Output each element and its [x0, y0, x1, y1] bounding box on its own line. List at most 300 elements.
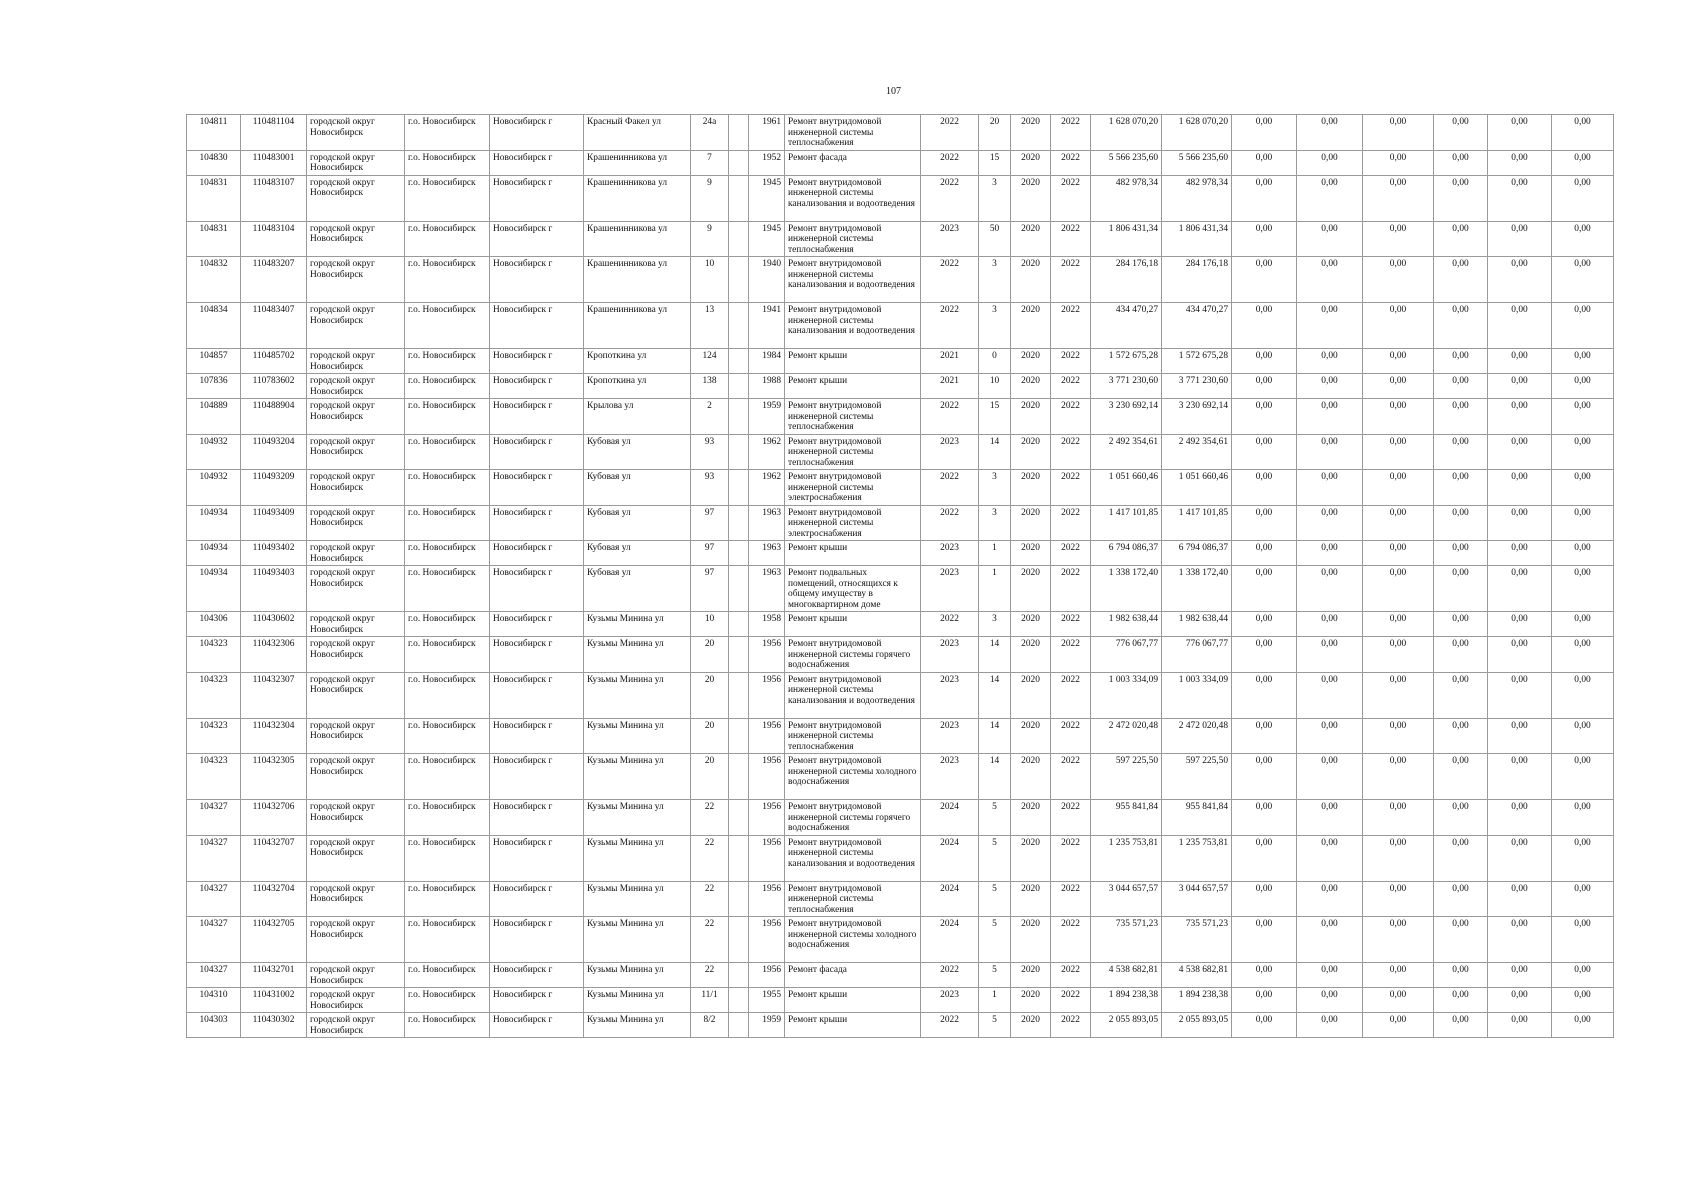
cell-year-built: 1955	[749, 988, 785, 1013]
cell-district: г.о. Новосибирск	[405, 988, 490, 1013]
cell-locality: Новосибирск г	[490, 637, 584, 673]
cell-total-cost: 4 538 682,81	[1091, 963, 1162, 988]
cell-work-type: Ремонт внутридомовой инженерной системы холодного водоснабжения	[785, 917, 921, 963]
cell-wear-percent: 14	[979, 718, 1011, 754]
cell-cost-owners: 0,00	[1434, 881, 1488, 917]
cell-cost-other: 0,00	[1488, 470, 1552, 506]
cell-cost-fund: 2 055 893,05	[1162, 1013, 1232, 1038]
cell-total-cost: 482 978,34	[1091, 175, 1162, 221]
cell-cost-federal: 0,00	[1232, 470, 1297, 506]
table-body	[187, 115, 1614, 1038]
cell-locality: Новосибирск г	[490, 917, 584, 963]
cell-cost-fund: 5 566 235,60	[1162, 150, 1232, 175]
cell-cost-local: 0,00	[1363, 800, 1434, 836]
cell-district: г.о. Новосибирск	[405, 917, 490, 963]
cell-building	[729, 221, 749, 257]
cell-period-end: 2022	[1051, 672, 1091, 718]
cell-work-type: Ремонт крыши	[785, 349, 921, 374]
cell-locality: Новосибирск г	[490, 672, 584, 718]
cell-period-end: 2022	[1051, 349, 1091, 374]
cell-cost-owners: 0,00	[1434, 150, 1488, 175]
cell-house-id: 104832	[187, 257, 241, 303]
cell-cost-fund: 434 470,27	[1162, 303, 1232, 349]
cell-locality: Новосибирск г	[490, 505, 584, 541]
cell-cost-federal: 0,00	[1232, 374, 1297, 399]
cell-district: г.о. Новосибирск	[405, 800, 490, 836]
cell-wear-percent: 14	[979, 754, 1011, 800]
cell-cost-owners: 0,00	[1434, 612, 1488, 637]
cell-wear-percent: 3	[979, 175, 1011, 221]
cell-street: Кропоткина ул	[584, 349, 691, 374]
cell-wear-percent: 1	[979, 566, 1011, 612]
cell-wear-percent: 3	[979, 470, 1011, 506]
cell-municipality: городской округ Новосибирск	[307, 115, 405, 151]
cell-total-cost: 1 894 238,38	[1091, 988, 1162, 1013]
cell-house-number: 24а	[691, 115, 729, 151]
cell-total-cost: 1 982 638,44	[1091, 612, 1162, 637]
cell-cost-fund: 735 571,23	[1162, 917, 1232, 963]
cell-planned-year: 2023	[921, 221, 979, 257]
table-row	[187, 349, 1614, 374]
cell-cost-extra: 0,00	[1552, 541, 1614, 566]
cell-cost-fund: 955 841,84	[1162, 800, 1232, 836]
cell-period-end: 2022	[1051, 612, 1091, 637]
cell-year-built: 1959	[749, 1013, 785, 1038]
cell-locality: Новосибирск г	[490, 988, 584, 1013]
cell-building	[729, 754, 749, 800]
table-row	[187, 115, 1614, 151]
cell-house-id: 104934	[187, 541, 241, 566]
cell-period-start: 2020	[1011, 612, 1051, 637]
table-row	[187, 1013, 1614, 1038]
cell-period-end: 2022	[1051, 115, 1091, 151]
cell-planned-year: 2021	[921, 349, 979, 374]
table-row	[187, 399, 1614, 435]
cell-cost-owners: 0,00	[1434, 374, 1488, 399]
cell-planned-year: 2024	[921, 881, 979, 917]
cell-municipality: городской округ Новосибирск	[307, 470, 405, 506]
cell-period-start: 2020	[1011, 963, 1051, 988]
cell-cost-regional: 0,00	[1297, 1013, 1363, 1038]
cell-house-number: 93	[691, 470, 729, 506]
cell-house-number: 10	[691, 612, 729, 637]
cell-district: г.о. Новосибирск	[405, 434, 490, 470]
cell-year-built: 1988	[749, 374, 785, 399]
cell-cost-federal: 0,00	[1232, 175, 1297, 221]
cell-district: г.о. Новосибирск	[405, 505, 490, 541]
cell-locality: Новосибирск г	[490, 1013, 584, 1038]
cell-work-type: Ремонт внутридомовой инженерной системы канализования и водоотведения	[785, 257, 921, 303]
cell-cost-extra: 0,00	[1552, 303, 1614, 349]
cell-locality: Новосибирск г	[490, 399, 584, 435]
cell-planned-year: 2023	[921, 637, 979, 673]
cell-cost-regional: 0,00	[1297, 612, 1363, 637]
cell-wear-percent: 14	[979, 434, 1011, 470]
cell-period-start: 2020	[1011, 221, 1051, 257]
cell-cost-regional: 0,00	[1297, 470, 1363, 506]
cell-street: Кузьмы Минина ул	[584, 800, 691, 836]
cell-house-number: 138	[691, 374, 729, 399]
table-row	[187, 303, 1614, 349]
page-number: 107	[886, 86, 901, 97]
cell-planned-year: 2021	[921, 374, 979, 399]
cell-cost-federal: 0,00	[1232, 115, 1297, 151]
cell-cost-regional: 0,00	[1297, 988, 1363, 1013]
cell-municipality: городской округ Новосибирск	[307, 1013, 405, 1038]
cell-planned-year: 2023	[921, 718, 979, 754]
table-row	[187, 505, 1614, 541]
cell-house-id: 104834	[187, 303, 241, 349]
cell-cost-regional: 0,00	[1297, 917, 1363, 963]
cell-cost-local: 0,00	[1363, 257, 1434, 303]
cell-municipality: городской округ Новосибирск	[307, 541, 405, 566]
cell-street: Кузьмы Минина ул	[584, 963, 691, 988]
cell-cost-local: 0,00	[1363, 718, 1434, 754]
cell-cost-owners: 0,00	[1434, 718, 1488, 754]
cell-work-type: Ремонт крыши	[785, 1013, 921, 1038]
cell-work-type: Ремонт внутридомовой инженерной системы канализования и водоотведения	[785, 303, 921, 349]
cell-cost-other: 0,00	[1488, 754, 1552, 800]
cell-cost-federal: 0,00	[1232, 221, 1297, 257]
cell-locality: Новосибирск г	[490, 800, 584, 836]
cell-wear-percent: 3	[979, 303, 1011, 349]
cell-period-end: 2022	[1051, 566, 1091, 612]
cell-wear-percent: 50	[979, 221, 1011, 257]
cell-wear-percent: 5	[979, 835, 1011, 881]
cell-period-end: 2022	[1051, 988, 1091, 1013]
cell-cost-fund: 3 044 657,57	[1162, 881, 1232, 917]
cell-municipality: городской округ Новосибирск	[307, 349, 405, 374]
cell-house-id: 104831	[187, 175, 241, 221]
cell-planned-year: 2022	[921, 115, 979, 151]
cell-work-type: Ремонт внутридомовой инженерной системы канализования и водоотведения	[785, 175, 921, 221]
cell-total-cost: 5 566 235,60	[1091, 150, 1162, 175]
cell-wear-percent: 15	[979, 399, 1011, 435]
cell-cost-owners: 0,00	[1434, 221, 1488, 257]
cell-record-id: 110493209	[241, 470, 307, 506]
cell-cost-fund: 776 067,77	[1162, 637, 1232, 673]
cell-building	[729, 637, 749, 673]
cell-cost-local: 0,00	[1363, 835, 1434, 881]
cell-building	[729, 800, 749, 836]
cell-locality: Новосибирск г	[490, 612, 584, 637]
cell-cost-federal: 0,00	[1232, 988, 1297, 1013]
table-row	[187, 672, 1614, 718]
cell-building	[729, 505, 749, 541]
cell-work-type: Ремонт внутридомовой инженерной системы электроснабжения	[785, 470, 921, 506]
cell-street: Кубовая ул	[584, 566, 691, 612]
cell-cost-fund: 1 051 660,46	[1162, 470, 1232, 506]
cell-municipality: городской округ Новосибирск	[307, 835, 405, 881]
table-row	[187, 612, 1614, 637]
cell-period-start: 2020	[1011, 374, 1051, 399]
cell-total-cost: 776 067,77	[1091, 637, 1162, 673]
cell-locality: Новосибирск г	[490, 754, 584, 800]
cell-district: г.о. Новосибирск	[405, 303, 490, 349]
cell-work-type: Ремонт крыши	[785, 988, 921, 1013]
cell-cost-federal: 0,00	[1232, 754, 1297, 800]
cell-district: г.о. Новосибирск	[405, 470, 490, 506]
cell-locality: Новосибирск г	[490, 303, 584, 349]
cell-work-type: Ремонт внутридомовой инженерной системы электроснабжения	[785, 505, 921, 541]
cell-cost-federal: 0,00	[1232, 399, 1297, 435]
cell-year-built: 1956	[749, 835, 785, 881]
cell-house-number: 9	[691, 175, 729, 221]
cell-cost-extra: 0,00	[1552, 115, 1614, 151]
cell-year-built: 1956	[749, 963, 785, 988]
cell-cost-federal: 0,00	[1232, 637, 1297, 673]
cell-cost-federal: 0,00	[1232, 303, 1297, 349]
cell-wear-percent: 5	[979, 1013, 1011, 1038]
table-row	[187, 150, 1614, 175]
cell-cost-fund: 4 538 682,81	[1162, 963, 1232, 988]
cell-cost-fund: 1 338 172,40	[1162, 566, 1232, 612]
cell-house-id: 104932	[187, 470, 241, 506]
cell-house-number: 97	[691, 541, 729, 566]
cell-house-number: 124	[691, 349, 729, 374]
cell-street: Кропоткина ул	[584, 374, 691, 399]
cell-district: г.о. Новосибирск	[405, 221, 490, 257]
cell-period-start: 2020	[1011, 505, 1051, 541]
cell-building	[729, 672, 749, 718]
cell-cost-local: 0,00	[1363, 150, 1434, 175]
cell-planned-year: 2023	[921, 434, 979, 470]
cell-street: Кузьмы Минина ул	[584, 1013, 691, 1038]
cell-record-id: 110432305	[241, 754, 307, 800]
cell-cost-other: 0,00	[1488, 221, 1552, 257]
cell-year-built: 1945	[749, 221, 785, 257]
cell-district: г.о. Новосибирск	[405, 541, 490, 566]
cell-municipality: городской округ Новосибирск	[307, 672, 405, 718]
cell-record-id: 110432707	[241, 835, 307, 881]
cell-total-cost: 1 235 753,81	[1091, 835, 1162, 881]
cell-cost-owners: 0,00	[1434, 541, 1488, 566]
cell-municipality: городской округ Новосибирск	[307, 303, 405, 349]
cell-period-start: 2020	[1011, 800, 1051, 836]
cell-cost-other: 0,00	[1488, 718, 1552, 754]
cell-work-type: Ремонт крыши	[785, 374, 921, 399]
cell-cost-fund: 1 628 070,20	[1162, 115, 1232, 151]
cell-cost-extra: 0,00	[1552, 1013, 1614, 1038]
cell-cost-fund: 2 492 354,61	[1162, 434, 1232, 470]
cell-total-cost: 1 003 334,09	[1091, 672, 1162, 718]
cell-house-id: 104857	[187, 349, 241, 374]
cell-cost-extra: 0,00	[1552, 257, 1614, 303]
cell-period-end: 2022	[1051, 835, 1091, 881]
cell-period-start: 2020	[1011, 541, 1051, 566]
table-row	[187, 221, 1614, 257]
cell-record-id: 110485702	[241, 349, 307, 374]
cell-cost-regional: 0,00	[1297, 257, 1363, 303]
cell-district: г.о. Новосибирск	[405, 672, 490, 718]
cell-cost-owners: 0,00	[1434, 800, 1488, 836]
cell-record-id: 110483207	[241, 257, 307, 303]
cell-house-id: 104323	[187, 637, 241, 673]
cell-district: г.о. Новосибирск	[405, 718, 490, 754]
cell-district: г.о. Новосибирск	[405, 115, 490, 151]
cell-municipality: городской округ Новосибирск	[307, 881, 405, 917]
cell-district: г.о. Новосибирск	[405, 835, 490, 881]
cell-work-type: Ремонт внутридомовой инженерной системы горячего водоснабжения	[785, 800, 921, 836]
cell-house-number: 11/1	[691, 988, 729, 1013]
cell-cost-other: 0,00	[1488, 257, 1552, 303]
repair-registry-table	[186, 114, 1614, 1038]
cell-cost-fund: 3 771 230,60	[1162, 374, 1232, 399]
cell-period-start: 2020	[1011, 988, 1051, 1013]
cell-cost-owners: 0,00	[1434, 672, 1488, 718]
cell-cost-extra: 0,00	[1552, 718, 1614, 754]
cell-locality: Новосибирск г	[490, 835, 584, 881]
cell-cost-local: 0,00	[1363, 612, 1434, 637]
cell-cost-other: 0,00	[1488, 881, 1552, 917]
cell-house-id: 104327	[187, 800, 241, 836]
cell-total-cost: 2 055 893,05	[1091, 1013, 1162, 1038]
cell-cost-owners: 0,00	[1434, 303, 1488, 349]
cell-cost-other: 0,00	[1488, 917, 1552, 963]
cell-record-id: 110432306	[241, 637, 307, 673]
cell-record-id: 110483407	[241, 303, 307, 349]
cell-record-id: 110483001	[241, 150, 307, 175]
cell-district: г.о. Новосибирск	[405, 612, 490, 637]
cell-cost-owners: 0,00	[1434, 434, 1488, 470]
cell-cost-fund: 1 572 675,28	[1162, 349, 1232, 374]
cell-cost-extra: 0,00	[1552, 399, 1614, 435]
cell-cost-regional: 0,00	[1297, 800, 1363, 836]
cell-wear-percent: 5	[979, 881, 1011, 917]
cell-period-start: 2020	[1011, 754, 1051, 800]
cell-wear-percent: 3	[979, 505, 1011, 541]
cell-cost-other: 0,00	[1488, 1013, 1552, 1038]
cell-cost-other: 0,00	[1488, 505, 1552, 541]
cell-house-number: 13	[691, 303, 729, 349]
table-row	[187, 800, 1614, 836]
cell-record-id: 110493402	[241, 541, 307, 566]
cell-house-number: 2	[691, 399, 729, 435]
cell-cost-regional: 0,00	[1297, 718, 1363, 754]
cell-cost-federal: 0,00	[1232, 881, 1297, 917]
cell-planned-year: 2022	[921, 963, 979, 988]
cell-cost-regional: 0,00	[1297, 963, 1363, 988]
cell-cost-fund: 597 225,50	[1162, 754, 1232, 800]
cell-street: Кузьмы Минина ул	[584, 881, 691, 917]
cell-street: Кузьмы Минина ул	[584, 718, 691, 754]
cell-year-built: 1956	[749, 672, 785, 718]
cell-cost-regional: 0,00	[1297, 115, 1363, 151]
cell-house-id: 104303	[187, 1013, 241, 1038]
cell-municipality: городской округ Новосибирск	[307, 917, 405, 963]
cell-total-cost: 1 051 660,46	[1091, 470, 1162, 506]
cell-cost-other: 0,00	[1488, 150, 1552, 175]
cell-period-end: 2022	[1051, 963, 1091, 988]
cell-wear-percent: 14	[979, 637, 1011, 673]
cell-period-start: 2020	[1011, 257, 1051, 303]
cell-house-id: 104327	[187, 963, 241, 988]
cell-cost-fund: 1 894 238,38	[1162, 988, 1232, 1013]
cell-locality: Новосибирск г	[490, 566, 584, 612]
cell-total-cost: 735 571,23	[1091, 917, 1162, 963]
cell-municipality: городской округ Новосибирск	[307, 800, 405, 836]
cell-total-cost: 2 472 020,48	[1091, 718, 1162, 754]
cell-locality: Новосибирск г	[490, 221, 584, 257]
cell-wear-percent: 15	[979, 150, 1011, 175]
cell-building	[729, 541, 749, 566]
cell-cost-federal: 0,00	[1232, 672, 1297, 718]
table-row	[187, 881, 1614, 917]
cell-district: г.о. Новосибирск	[405, 374, 490, 399]
cell-district: г.о. Новосибирск	[405, 754, 490, 800]
cell-planned-year: 2022	[921, 612, 979, 637]
table-row	[187, 754, 1614, 800]
cell-period-end: 2022	[1051, 399, 1091, 435]
cell-period-start: 2020	[1011, 349, 1051, 374]
table-row	[187, 374, 1614, 399]
cell-cost-extra: 0,00	[1552, 150, 1614, 175]
cell-building	[729, 718, 749, 754]
cell-cost-extra: 0,00	[1552, 637, 1614, 673]
cell-cost-other: 0,00	[1488, 963, 1552, 988]
cell-cost-federal: 0,00	[1232, 541, 1297, 566]
cell-period-start: 2020	[1011, 881, 1051, 917]
cell-building	[729, 881, 749, 917]
cell-period-start: 2020	[1011, 566, 1051, 612]
cell-period-start: 2020	[1011, 1013, 1051, 1038]
cell-house-id: 104934	[187, 505, 241, 541]
cell-district: г.о. Новосибирск	[405, 150, 490, 175]
cell-street: Красный Факел ул	[584, 115, 691, 151]
cell-period-start: 2020	[1011, 303, 1051, 349]
cell-work-type: Ремонт внутридомовой инженерной системы теплоснабжения	[785, 881, 921, 917]
cell-district: г.о. Новосибирск	[405, 175, 490, 221]
cell-cost-regional: 0,00	[1297, 175, 1363, 221]
cell-cost-federal: 0,00	[1232, 963, 1297, 988]
cell-year-built: 1945	[749, 175, 785, 221]
cell-municipality: городской округ Новосибирск	[307, 612, 405, 637]
cell-cost-fund: 284 176,18	[1162, 257, 1232, 303]
cell-period-end: 2022	[1051, 303, 1091, 349]
cell-house-id: 104323	[187, 754, 241, 800]
cell-cost-regional: 0,00	[1297, 672, 1363, 718]
cell-planned-year: 2022	[921, 257, 979, 303]
cell-house-id: 104831	[187, 221, 241, 257]
cell-record-id: 110481104	[241, 115, 307, 151]
cell-house-number: 8/2	[691, 1013, 729, 1038]
cell-building	[729, 835, 749, 881]
cell-building	[729, 175, 749, 221]
cell-cost-owners: 0,00	[1434, 988, 1488, 1013]
cell-house-number: 7	[691, 150, 729, 175]
cell-cost-local: 0,00	[1363, 541, 1434, 566]
cell-work-type: Ремонт внутридомовой инженерной системы холодного водоснабжения	[785, 754, 921, 800]
cell-house-id: 104932	[187, 434, 241, 470]
cell-cost-other: 0,00	[1488, 835, 1552, 881]
cell-street: Кузьмы Минина ул	[584, 637, 691, 673]
cell-record-id: 110483104	[241, 221, 307, 257]
cell-period-end: 2022	[1051, 470, 1091, 506]
cell-planned-year: 2024	[921, 835, 979, 881]
cell-municipality: городской округ Новосибирск	[307, 718, 405, 754]
cell-record-id: 110432701	[241, 963, 307, 988]
cell-building	[729, 470, 749, 506]
cell-period-end: 2022	[1051, 374, 1091, 399]
cell-house-id: 104327	[187, 917, 241, 963]
cell-record-id: 110488904	[241, 399, 307, 435]
cell-cost-fund: 1 417 101,85	[1162, 505, 1232, 541]
table-row	[187, 470, 1614, 506]
cell-cost-local: 0,00	[1363, 221, 1434, 257]
cell-municipality: городской округ Новосибирск	[307, 221, 405, 257]
cell-period-start: 2020	[1011, 835, 1051, 881]
cell-year-built: 1963	[749, 541, 785, 566]
